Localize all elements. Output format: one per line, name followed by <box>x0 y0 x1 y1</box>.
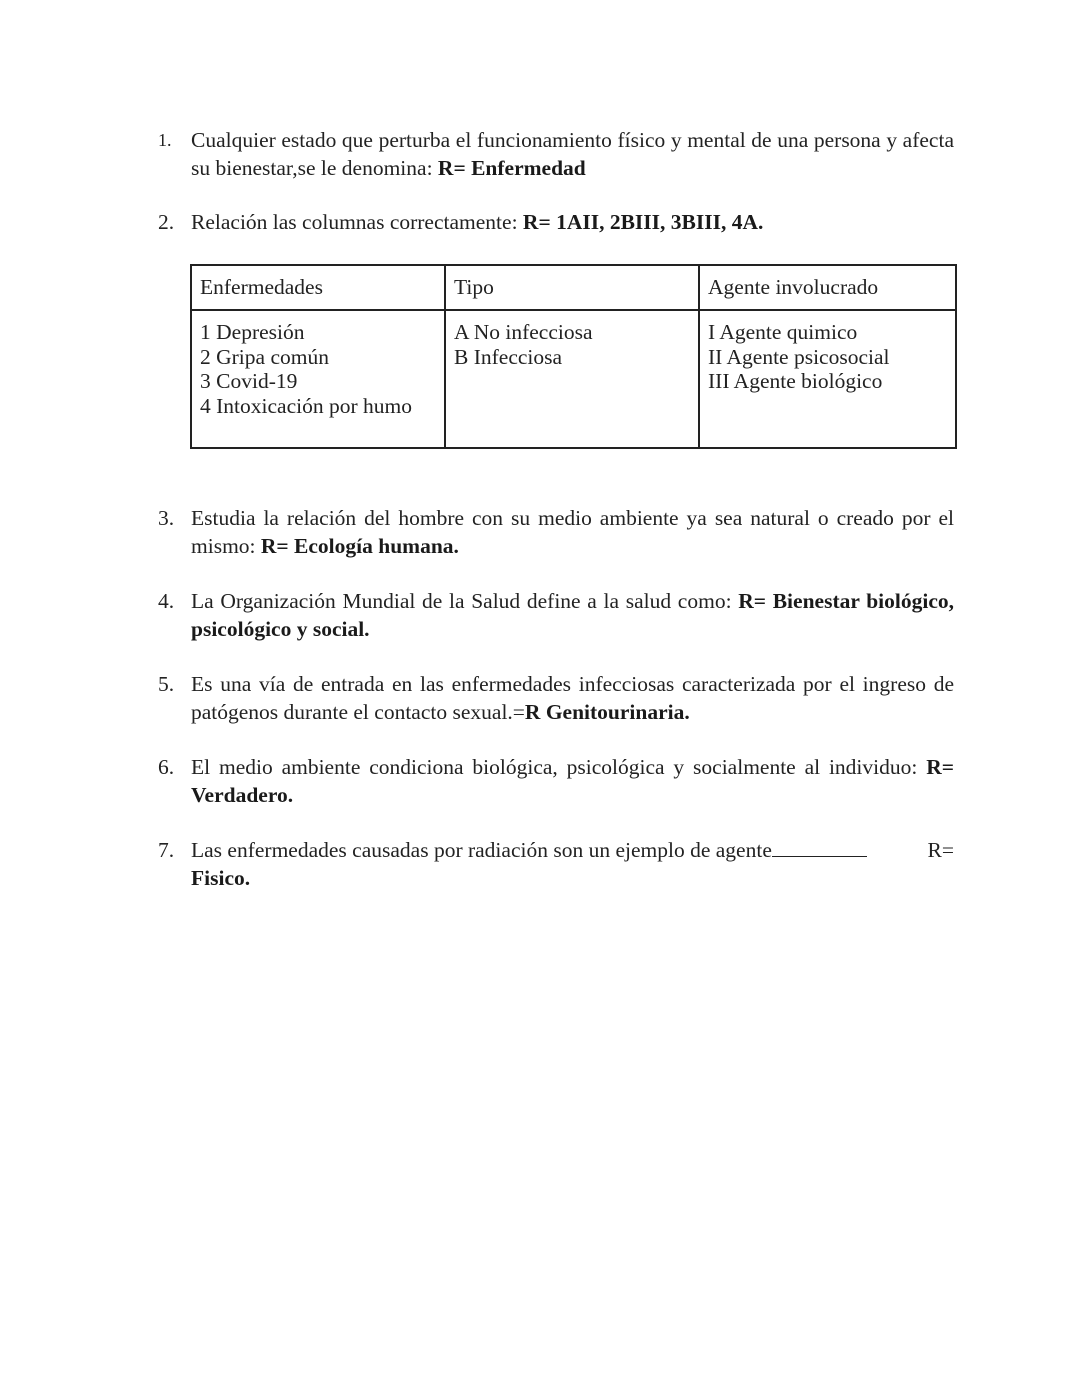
question-text: Relación las columnas correctamente: <box>191 210 518 234</box>
header-enfermedades: Enfermedades <box>191 265 445 310</box>
answer-blank <box>772 836 867 857</box>
question-number: 2. <box>158 210 175 234</box>
header-agente: Agente involucrado <box>699 265 956 310</box>
question-1 <box>158 126 954 182</box>
cell-enfermedades <box>191 310 445 448</box>
question-number: 3. <box>158 506 175 530</box>
question-text: Es una vía de entrada en las enfermedades infecciosas caracterizada por el ingreso de patógenos durante el contacto sexual.= <box>191 672 954 724</box>
list-item: 3 Covid-19 <box>200 369 298 393</box>
question-6 <box>158 753 954 809</box>
table-row <box>191 310 956 448</box>
cell-tipo <box>445 310 699 448</box>
question-answer: R= 1AII, 2BIII, 3BIII, 4A. <box>522 210 764 234</box>
table-header-row <box>191 265 956 310</box>
question-number: 1. <box>158 130 172 150</box>
header-tipo: Tipo <box>445 265 699 310</box>
question-number: 6. <box>158 755 175 779</box>
relation-table <box>190 264 957 449</box>
list-item: III Agente biológico <box>708 369 883 393</box>
question-5 <box>158 670 954 726</box>
answer-prefix: R= <box>927 838 954 862</box>
list-item: I Agente quimico <box>708 320 858 344</box>
question-answer: Fisico. <box>191 866 251 890</box>
question-number: 5. <box>158 672 175 696</box>
question-answer: R= Bienestar biológico, psicológico y social. <box>191 589 954 641</box>
question-text: Las enfermedades causadas por radiación son un ejemplo de agente <box>191 838 772 862</box>
question-answer: R= Enfermedad <box>437 156 586 180</box>
question-4 <box>158 587 954 643</box>
list-item: B Infecciosa <box>454 344 563 369</box>
question-text: La Organización Mundial de la Salud define a la salud como: <box>191 589 732 613</box>
question-answer: R= Verdadero. <box>191 755 955 807</box>
list-item: 4 Intoxicación por humo <box>200 393 412 418</box>
list-item: A No infecciosa <box>454 320 593 344</box>
question-3 <box>158 504 954 560</box>
question-number: 7. <box>158 838 175 862</box>
question-text: El medio ambiente condiciona biológica, psicológica y socialmente al individuo: <box>191 755 918 779</box>
question-text: Cualquier estado que perturba el funcionamiento físico y mental de una persona y afecta su bienestar,se le denomina: <box>191 128 954 180</box>
question-7 <box>158 836 954 892</box>
question-answer: R= Ecología humana. <box>260 534 459 558</box>
list-item: 1 Depresión <box>200 320 305 344</box>
list-item: II Agente psicosocial <box>708 344 890 369</box>
question-2 <box>158 208 954 236</box>
question-text: Estudia la relación del hombre con su medio ambiente ya sea natural o creado por el mismo: <box>191 506 954 558</box>
cell-agente <box>699 310 956 448</box>
question-answer: R Genitourinaria. <box>524 700 690 724</box>
question-number: 4. <box>158 589 175 613</box>
list-item: 2 Gripa común <box>200 344 329 369</box>
